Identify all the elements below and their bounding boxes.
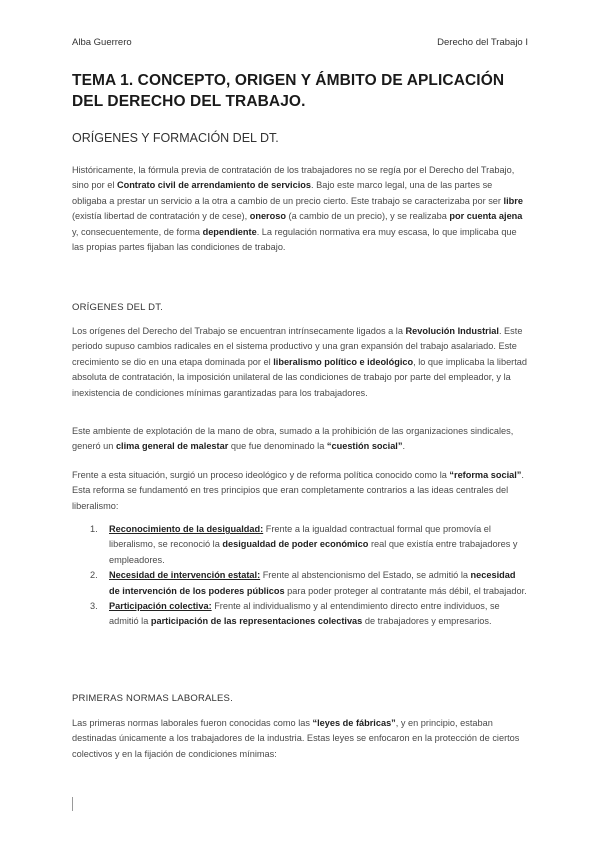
header-course: Derecho del Trabajo I	[437, 37, 528, 48]
list-item: 3. Participación colectiva: Frente al individualismo y al entendimiento directo entre individuos, se admitió la participación de las representaciones colectivas de trabajadores y empresarios.	[90, 601, 500, 627]
paragraph-reforma-social: Frente a esta situación, surgió un proceso ideológico y de reforma política conocido como la “reforma social”. Esta reforma se fundamentó en tres principios que eran completamente contrarios a las ideas centrales del liberalismo:	[72, 470, 524, 511]
paragraph-revolucion-industrial: Los orígenes del Derecho del Trabajo se encuentran intrínsecamente ligados a la Revolución Industrial. Este periodo supuso cambios radicales en el sistema productivo y una gran expansión del trabajo asalariado. Este crecimiento se dio en una etapa dominada por el liberalismo político e ideológico, lo que implicaba la libertad absoluta de contratación, la imposición unilateral de las condiciones de trabajo por parte del empleador, y la inexistencia de condiciones mínimas garantizadas para los trabajadores.	[72, 326, 528, 398]
section-heading-origenes-formacion: ORÍGENES Y FORMACIÓN DEL DT.	[72, 131, 279, 145]
list-item: 2. Necesidad de intervención estatal: Frente al abstencionismo del Estado, se admitió la necesidad de intervención de los poderes públicos para poder proteger al contratante más débil, el trabajador.	[90, 570, 527, 596]
paragraph-leyes-fabricas: Las primeras normas laborales fueron conocidas como las “leyes de fábricas”, y en principio, estaban destinadas únicamente a los trabajadores de la industria. Estas leyes se enfocaron en la protección de ciertos colectivos y en la fijación de condiciones mínimas:	[72, 718, 520, 759]
page-title: TEMA 1. CONCEPTO, ORIGEN Y ÁMBITO DE APLICACIÓN DEL DERECHO DEL TRABAJO.	[72, 72, 505, 110]
list-item: 1. Reconocimiento de la desigualdad: Frente a la igualdad contractual formal que promovía el liberalismo, se reconoció la desigualdad de poder económico real que existía entre trabajadores y empleadores.	[90, 524, 518, 565]
header-author: Alba Guerrero	[72, 37, 132, 48]
principles-list	[72, 522, 528, 630]
page-marker	[72, 797, 73, 811]
section-heading-origenes: ORÍGENES DEL DT.	[72, 302, 164, 313]
section-heading-primeras-normas: PRIMERAS NORMAS LABORALES.	[72, 693, 233, 704]
paragraph-cuestion-social: Este ambiente de explotación de la mano de obra, sumado a la prohibición de las organizaciones sindicales, generó un clima general de malestar que fue denominado la “cuestión social”.	[72, 426, 514, 452]
paragraph-arrendamiento: Históricamente, la fórmula previa de contratación de los trabajadores no se regía por el Derecho del Trabajo, sino por el Contrato civil de arrendamiento de servicios. Bajo este marco legal, una de las partes se obligaba a prestar un servicio a la otra a cambio de un precio cierto. Este trabajo se caracterizaba por ser libre (existía libertad de contratación y de cese), oneroso (a cambio de un precio), y se realizaba por cuenta ajena y, consecuentemente, de forma dependiente. La regulación normativa era muy escasa, lo que implicaba que las propias partes fijaban las condiciones de trabajo.	[72, 165, 523, 253]
